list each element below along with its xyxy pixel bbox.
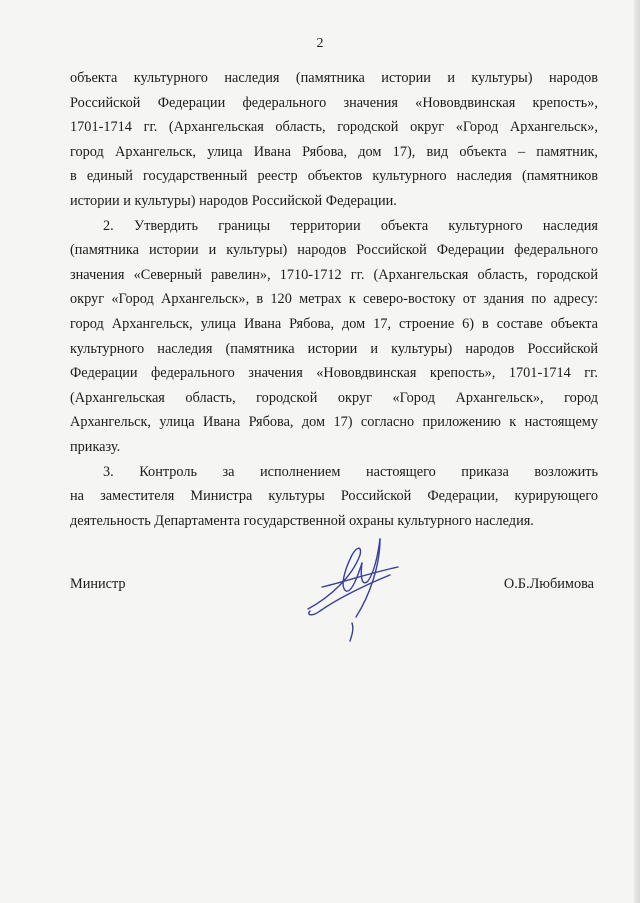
text-line: истории и культуры) народов Российской Федерации. <box>70 192 397 209</box>
text-line: Российской Федерации федерального значения «Нововдвинская крепость», <box>70 94 598 111</box>
text-line: значения «Северный равелин», 1710-1712 гг. (Архангельская область, городской <box>70 266 598 283</box>
text-line: Архангельск, улица Ивана Рябова, дом 17) согласно приложению к настоящему <box>70 414 598 431</box>
text-line: на заместителя Министра культуры Российской Федерации, курирующего <box>70 488 598 505</box>
text-line: (Архангельская область, городской округ «Город Архангельск», город <box>70 389 598 406</box>
text-line: в единый государственный реестр объектов культурного наследия (памятников <box>70 168 598 185</box>
item-3-paragraph <box>70 460 598 534</box>
text-line: Федерации федерального значения «Нововдвинская крепость», 1701-1714 гг. <box>70 365 598 382</box>
text-line: деятельность Департамента государственной охраны культурного наследия. <box>70 512 534 529</box>
item-2-paragraph <box>70 214 598 460</box>
text-line: 2. Утвердить границы территории объекта культурного наследия <box>103 217 598 234</box>
page-edge-shadow <box>634 0 640 903</box>
text-line: культурного наследия (памятника истории и культуры) народов Российской <box>70 340 598 357</box>
text-line: объекта культурного наследия (памятника истории и культуры) народов <box>70 70 598 86</box>
signatory-name: О.Б.Любимова <box>503 576 594 592</box>
text-line: приказу. <box>70 438 121 455</box>
text-line: (памятника истории и культуры) народов Российской Федерации федерального <box>70 242 598 259</box>
text-line: округ «Город Архангельск», в 120 метрах к северо-востоку от здания по адресу: <box>70 291 598 308</box>
text-line: 3. Контроль за исполнением настоящего приказа возложить <box>103 463 598 480</box>
text-line: город Архангельск, улица Ивана Рябова, дом 17), вид объекта – памятник, <box>70 143 598 160</box>
continuation-paragraph <box>70 66 598 214</box>
signature-block <box>70 576 594 606</box>
text-line: город Архангельск, улица Ивана Рябова, дом 17, строение 6) в составе объекта <box>70 315 598 332</box>
signatory-position: Министр <box>70 576 126 592</box>
document-body <box>70 66 598 533</box>
text-line: 1701-1714 гг. (Архангельская область, городской округ «Город Архангельск», <box>70 119 598 136</box>
page-number: 2 <box>316 36 324 51</box>
